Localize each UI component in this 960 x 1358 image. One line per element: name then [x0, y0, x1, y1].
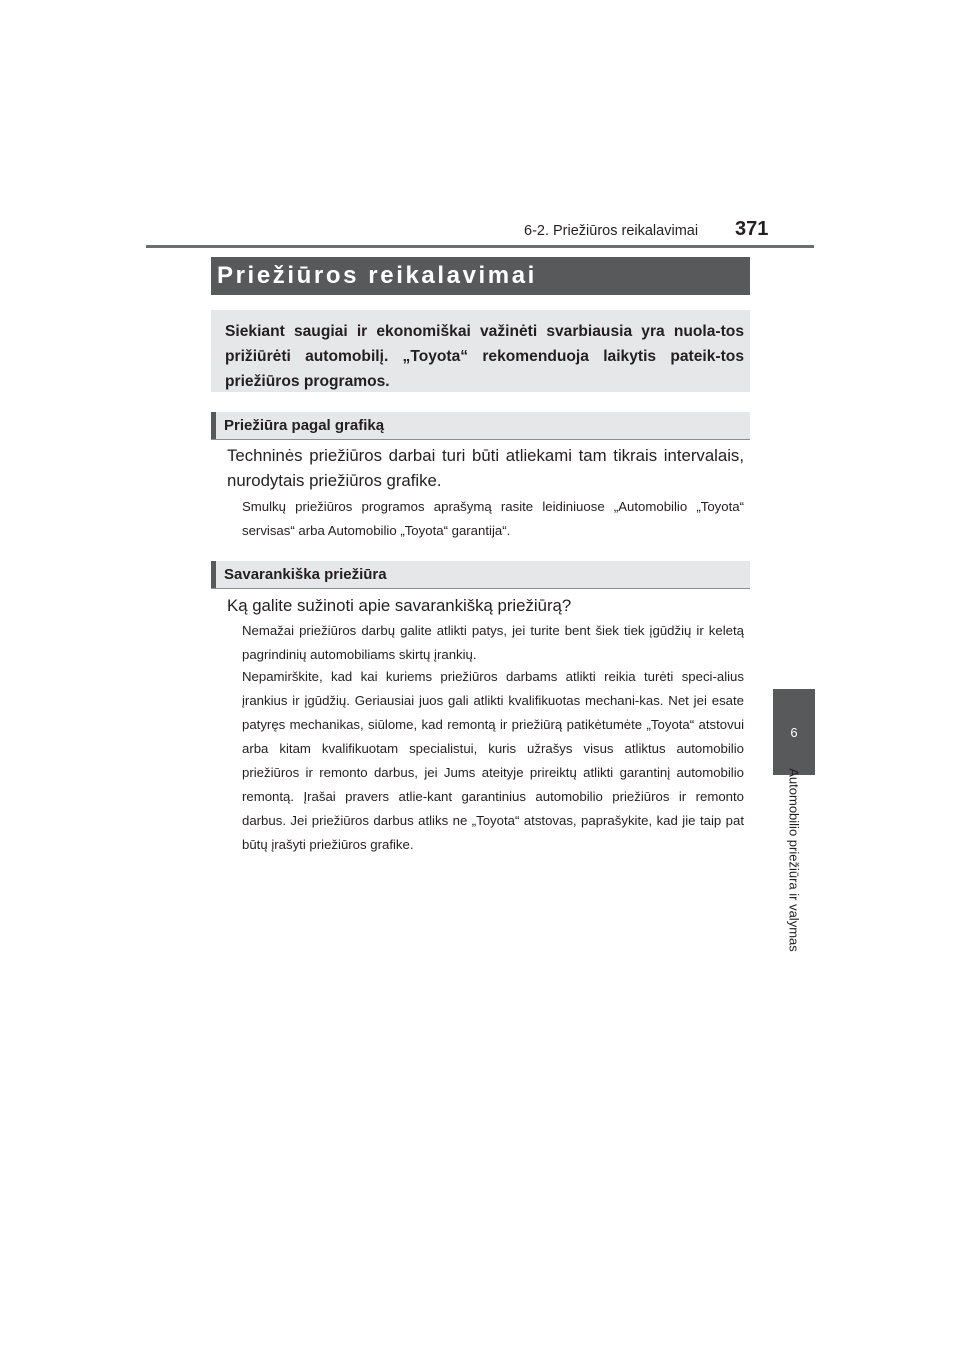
intro-box: Siekiant saugiai ir ekonomiškai važinėti svarbiausia yra nuola-tos prižiūrėti automobilį. „Toyota“ rekomenduoja laikytis pateik-tos priežiūros programos.	[211, 310, 750, 392]
section-heading-underline	[211, 588, 750, 589]
chapter-number: 6	[790, 724, 798, 740]
section-heading-underline	[211, 439, 750, 440]
section-heading-text: Savarankiška priežiūra	[224, 566, 387, 583]
page-title-text: Priežiūros reikalavimai	[217, 262, 537, 289]
section-heading-schedule	[211, 412, 750, 439]
schedule-note: Smulkų priežiūros programos aprašymą rasite leidiniuose „Automobilio „Toyota“ servisas“ arba Automobilio „Toyota“ garantija“.	[242, 499, 744, 538]
self-maintenance-paragraph-1: Nemažai priežiūros darbų galite atlikti patys, jei turite bent šiek tiek įgūdžių ir keletą pagrindinių automobiliams skirtų įrankių.	[242, 623, 744, 662]
chapter-title-vertical: Automobilio priežiūra ir valymas	[786, 768, 802, 952]
header-divider	[146, 245, 814, 248]
self-maintenance-paragraph-2: Nepamirškite, kad kai kuriems priežiūros darbams atlikti reikia turėti speci-alius įrankius ir įgūdžių. Geriausiai juos gali atlikti kvalifikuotas mechani-kas. Net jei esate patyręs mechanikas, siūlome, kad remontą ir priežiūrą patikėtumėte „Toyota“ atstovui arba kitam kvalifikuotam specialistui, kuris užrašys visus atliktus automobilio priežiūros ir remonto darbus, jei Jums ateityje prireiktų atlikti garantinį automobilio remontą. Įrašai pravers atlie-kant garantinius automobilio priežiūros ir remonto darbus. Jei priežiūros darbus atliks ne „Toyota“ atstovas, paprašykite, kad jie taip pat būtų įrašyti priežiūros grafike.	[242, 669, 744, 852]
section-lead-schedule: Techninės priežiūros darbai turi būti atliekami tam tikrais intervalais, nurodytais priežiūros grafike.	[227, 446, 744, 490]
chapter-tab	[773, 689, 815, 775]
page-title	[211, 257, 750, 295]
section-heading-text: Priežiūra pagal grafiką	[224, 417, 385, 434]
section-heading-self-maintenance	[211, 561, 750, 588]
running-header-section: 6-2. Priežiūros reikalavimai	[524, 223, 699, 239]
page-number: 371	[735, 218, 769, 240]
section-lead-self-maintenance: Ką galite sužinoti apie savarankišką priežiūrą?	[227, 596, 572, 615]
